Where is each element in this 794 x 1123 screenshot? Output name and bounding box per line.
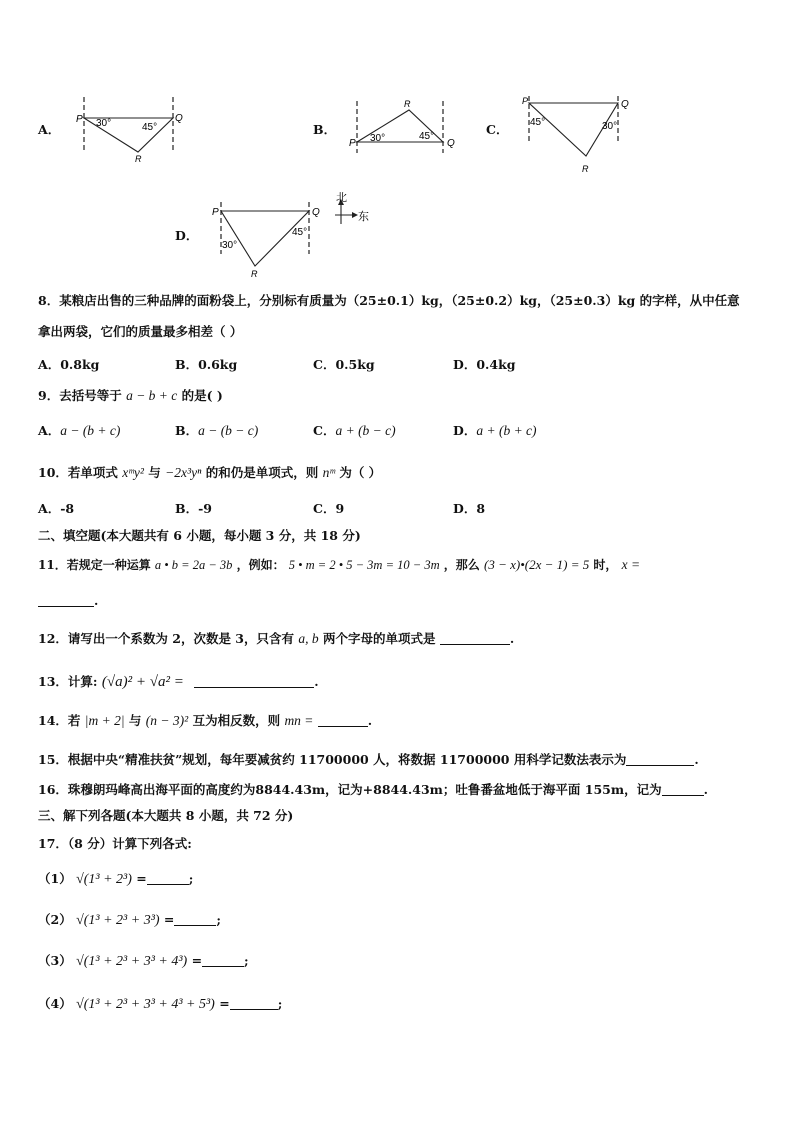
point-r: R <box>251 269 258 279</box>
point-p: P <box>522 96 529 106</box>
point-q: Q <box>447 138 455 149</box>
q10-suffix-1: 的和仍是单项式，则 <box>205 465 319 480</box>
angle-45: 45° <box>530 117 546 128</box>
q10-suffix-2: 为（ ） <box>339 465 382 480</box>
point-r: R <box>582 164 589 174</box>
q17-item-1-eq: = <box>136 871 147 886</box>
angle-30: 30° <box>222 240 238 251</box>
q9-option-a[interactable] <box>38 421 120 439</box>
q17-item-2-eq: = <box>163 912 175 927</box>
angle-30: 30° <box>96 118 112 129</box>
q13-prefix: 13．计算: <box>38 674 98 689</box>
question-12: 12．请写出一个系数为 2，次数是 3，只含有 a, b 两个字母的单项式是 . <box>38 631 515 646</box>
q12-answer-blank[interactable] <box>440 631 510 645</box>
q17-item-2: （2） √(1³ + 2³ + 3³) = ; <box>38 912 222 928</box>
q12-prefix: 12．请写出一个系数为 2，次数是 3，只含有 <box>38 631 294 646</box>
q16-answer-blank[interactable] <box>662 782 704 796</box>
compass-icon <box>332 190 374 228</box>
q11-definition: a • b = 2a − 3b <box>154 558 233 572</box>
question-10 <box>38 463 381 481</box>
q10-option-a[interactable]: A．-8 <box>38 501 75 516</box>
q10-prefix: 10．若单项式 <box>38 465 118 480</box>
q9-suffix: 的是( ) <box>181 388 223 403</box>
q9-option-d[interactable] <box>453 421 537 439</box>
question-17-title: 17．（8 分）计算下列各式: <box>38 836 192 851</box>
q14-prefix: 14．若 <box>38 713 81 728</box>
question-15: 15．根据中央“精准扶贫”规划，每年要减贫约 11700000 人，将数据 11700000 用科学记数法表示为 . <box>38 752 699 767</box>
q15-answer-blank[interactable] <box>626 752 694 766</box>
point-q: Q <box>621 99 629 110</box>
q10-expr-3: nᵐ <box>322 465 335 480</box>
q14-expr-2: (n − 3)² <box>145 713 189 728</box>
q17-item-1-blank[interactable] <box>147 871 189 885</box>
question-8-line-2: 拿出两袋，它们的质量最多相差（ ） <box>38 324 243 339</box>
q11-suffix: 时， <box>593 558 618 572</box>
q9-prefix: 9．去括号等于 <box>38 388 122 403</box>
q9-option-b[interactable] <box>175 421 258 439</box>
question-11 <box>38 556 640 573</box>
q11-prefix: 11．若规定一种运算 <box>38 558 151 572</box>
point-p: P <box>76 114 83 125</box>
option-a-label[interactable]: A． <box>38 122 61 137</box>
q13-expression: (√a)² + √a² = <box>101 674 184 690</box>
q9-option-c-expr: a + (b − c) <box>335 423 396 438</box>
q17-item-3: （3） √(1³ + 2³ + 3³ + 4³) = ; <box>38 953 249 969</box>
q14-expr-1: |m + 2| <box>84 713 125 728</box>
point-q: Q <box>175 113 183 124</box>
q17-item-3-eq: = <box>191 953 203 968</box>
q9-letter-c: C． <box>313 423 336 438</box>
section-2-heading: 二、填空题(本大题共有 6 小题，每小题 3 分，共 18 分) <box>38 528 361 543</box>
q9-option-c[interactable] <box>313 421 396 439</box>
figure-d <box>205 196 330 281</box>
q17-item-1-expr: √(1³ + 2³) <box>76 872 132 887</box>
point-p: P <box>212 207 219 218</box>
q11-mid-2: ，那么 <box>443 558 480 572</box>
q8-option-b[interactable]: B．0.6kg <box>175 357 238 372</box>
q13-answer-blank[interactable] <box>194 674 314 688</box>
q17-item-2-label: （2） <box>38 912 72 927</box>
q9-option-d-expr: a + (b + c) <box>476 423 537 438</box>
q17-item-1-label: （1） <box>38 871 72 886</box>
q11-x-equals: x = <box>621 557 641 572</box>
q17-item-3-expr: √(1³ + 2³ + 3³ + 4³) <box>76 954 188 969</box>
q9-option-b-expr: a − (b − c) <box>198 423 259 438</box>
q14-expr-3: mn = <box>284 713 314 728</box>
question-16: 16．珠穆朗玛峰高出海平面的高度约为8844.43m，记为+8844.43m；吐鲁番盆地低于海平面 155m，记为 . <box>38 782 708 797</box>
q17-item-1: （1） √(1³ + 2³) = ; <box>38 871 194 887</box>
q9-expression: a − b + c <box>126 388 178 403</box>
east-label: 东 <box>358 211 369 223</box>
q14-answer-blank[interactable] <box>318 713 368 727</box>
angle-30: 30° <box>370 133 386 144</box>
q10-mid: 与 <box>148 465 161 480</box>
q14-mid: 与 <box>128 713 142 728</box>
q11-equation: (3 − x)•(2x − 1) = 5 <box>484 557 590 572</box>
q11-answer-blank[interactable]: . <box>38 593 98 608</box>
q10-option-b[interactable]: B．-9 <box>175 501 212 516</box>
section-3-heading: 三、解下列各题(本大题共 8 小题，共 72 分) <box>38 808 294 823</box>
point-p: P <box>349 138 356 149</box>
q12-suffix: 两个字母的单项式是 <box>322 631 436 646</box>
angle-45: 45° <box>292 227 308 238</box>
q17-item-4-eq: = <box>219 996 230 1011</box>
point-q: Q <box>312 207 320 218</box>
point-r: R <box>404 99 411 109</box>
question-14: 14．若 |m + 2| 与 (n − 3)² 互为相反数，则 mn = . <box>38 713 373 728</box>
q14-suffix: 互为相反数，则 <box>192 713 281 728</box>
question-13: 13．计算: (√a)² + √a² = . <box>38 674 319 690</box>
q15-text: 15．根据中央“精准扶贫”规划，每年要减贫约 11700000 人，将数据 11700000 用科学记数法表示为 <box>38 752 627 767</box>
q8-option-c[interactable]: C．0.5kg <box>313 357 375 372</box>
q10-option-c[interactable]: C．9 <box>313 501 345 516</box>
question-9 <box>38 386 223 404</box>
q11-example: 5 • m = 2 • 5 − 3m = 10 − 3m <box>288 558 440 572</box>
angle-45: 45° <box>419 131 435 142</box>
angle-45: 45° <box>142 122 158 133</box>
option-c-label[interactable]: C． <box>486 122 509 137</box>
q9-option-a-expr: a − (b + c) <box>60 423 121 438</box>
q17-item-4-blank[interactable] <box>230 996 278 1010</box>
q11-mid: ，例如： <box>236 558 285 572</box>
q10-expr-1: xᵐy² <box>122 465 144 480</box>
q16-text: 16．珠穆朗玛峰高出海平面的高度约为8844.43m，记为+8844.43m；吐鲁番盆地低于海平面 155m，记为 <box>38 782 662 797</box>
q17-item-4: （4） √(1³ + 2³ + 3³ + 4³ + 5³) = ; <box>38 996 283 1012</box>
point-r: R <box>135 154 142 164</box>
q17-item-4-label: （4） <box>38 996 72 1011</box>
q8-option-d[interactable]: D．0.4kg <box>453 357 516 372</box>
q17-item-2-expr: √(1³ + 2³ + 3³) <box>76 913 160 928</box>
figure-b <box>345 97 465 157</box>
option-d-label[interactable]: D． <box>175 228 199 243</box>
figure-a <box>70 95 190 170</box>
q9-letter-d: D． <box>453 423 477 438</box>
q10-expr-2: −2x³yⁿ <box>165 465 202 480</box>
angle-30: 30° <box>602 121 618 132</box>
q8-option-a[interactable]: A．0.8kg <box>38 357 100 372</box>
option-b-label[interactable]: B． <box>313 122 337 137</box>
question-8-line-1: 8．某粮店出售的三种品牌的面粉袋上，分别标有质量为（25±0.1）kg，（25±0.2）kg，（25±0.3）kg 的字样，从中任意 <box>38 293 740 308</box>
q9-letter-a: A． <box>38 423 61 438</box>
figure-c <box>515 92 640 177</box>
north-label: 北 <box>336 192 347 204</box>
q10-option-d[interactable]: D．8 <box>453 501 486 516</box>
q17-item-4-expr: √(1³ + 2³ + 3³ + 4³ + 5³) <box>76 997 215 1012</box>
q17-item-3-label: （3） <box>38 953 72 968</box>
q9-letter-b: B． <box>175 423 199 438</box>
q17-item-3-blank[interactable] <box>202 953 244 967</box>
q17-item-2-blank[interactable] <box>174 912 216 926</box>
q12-vars: a, b <box>298 631 319 646</box>
